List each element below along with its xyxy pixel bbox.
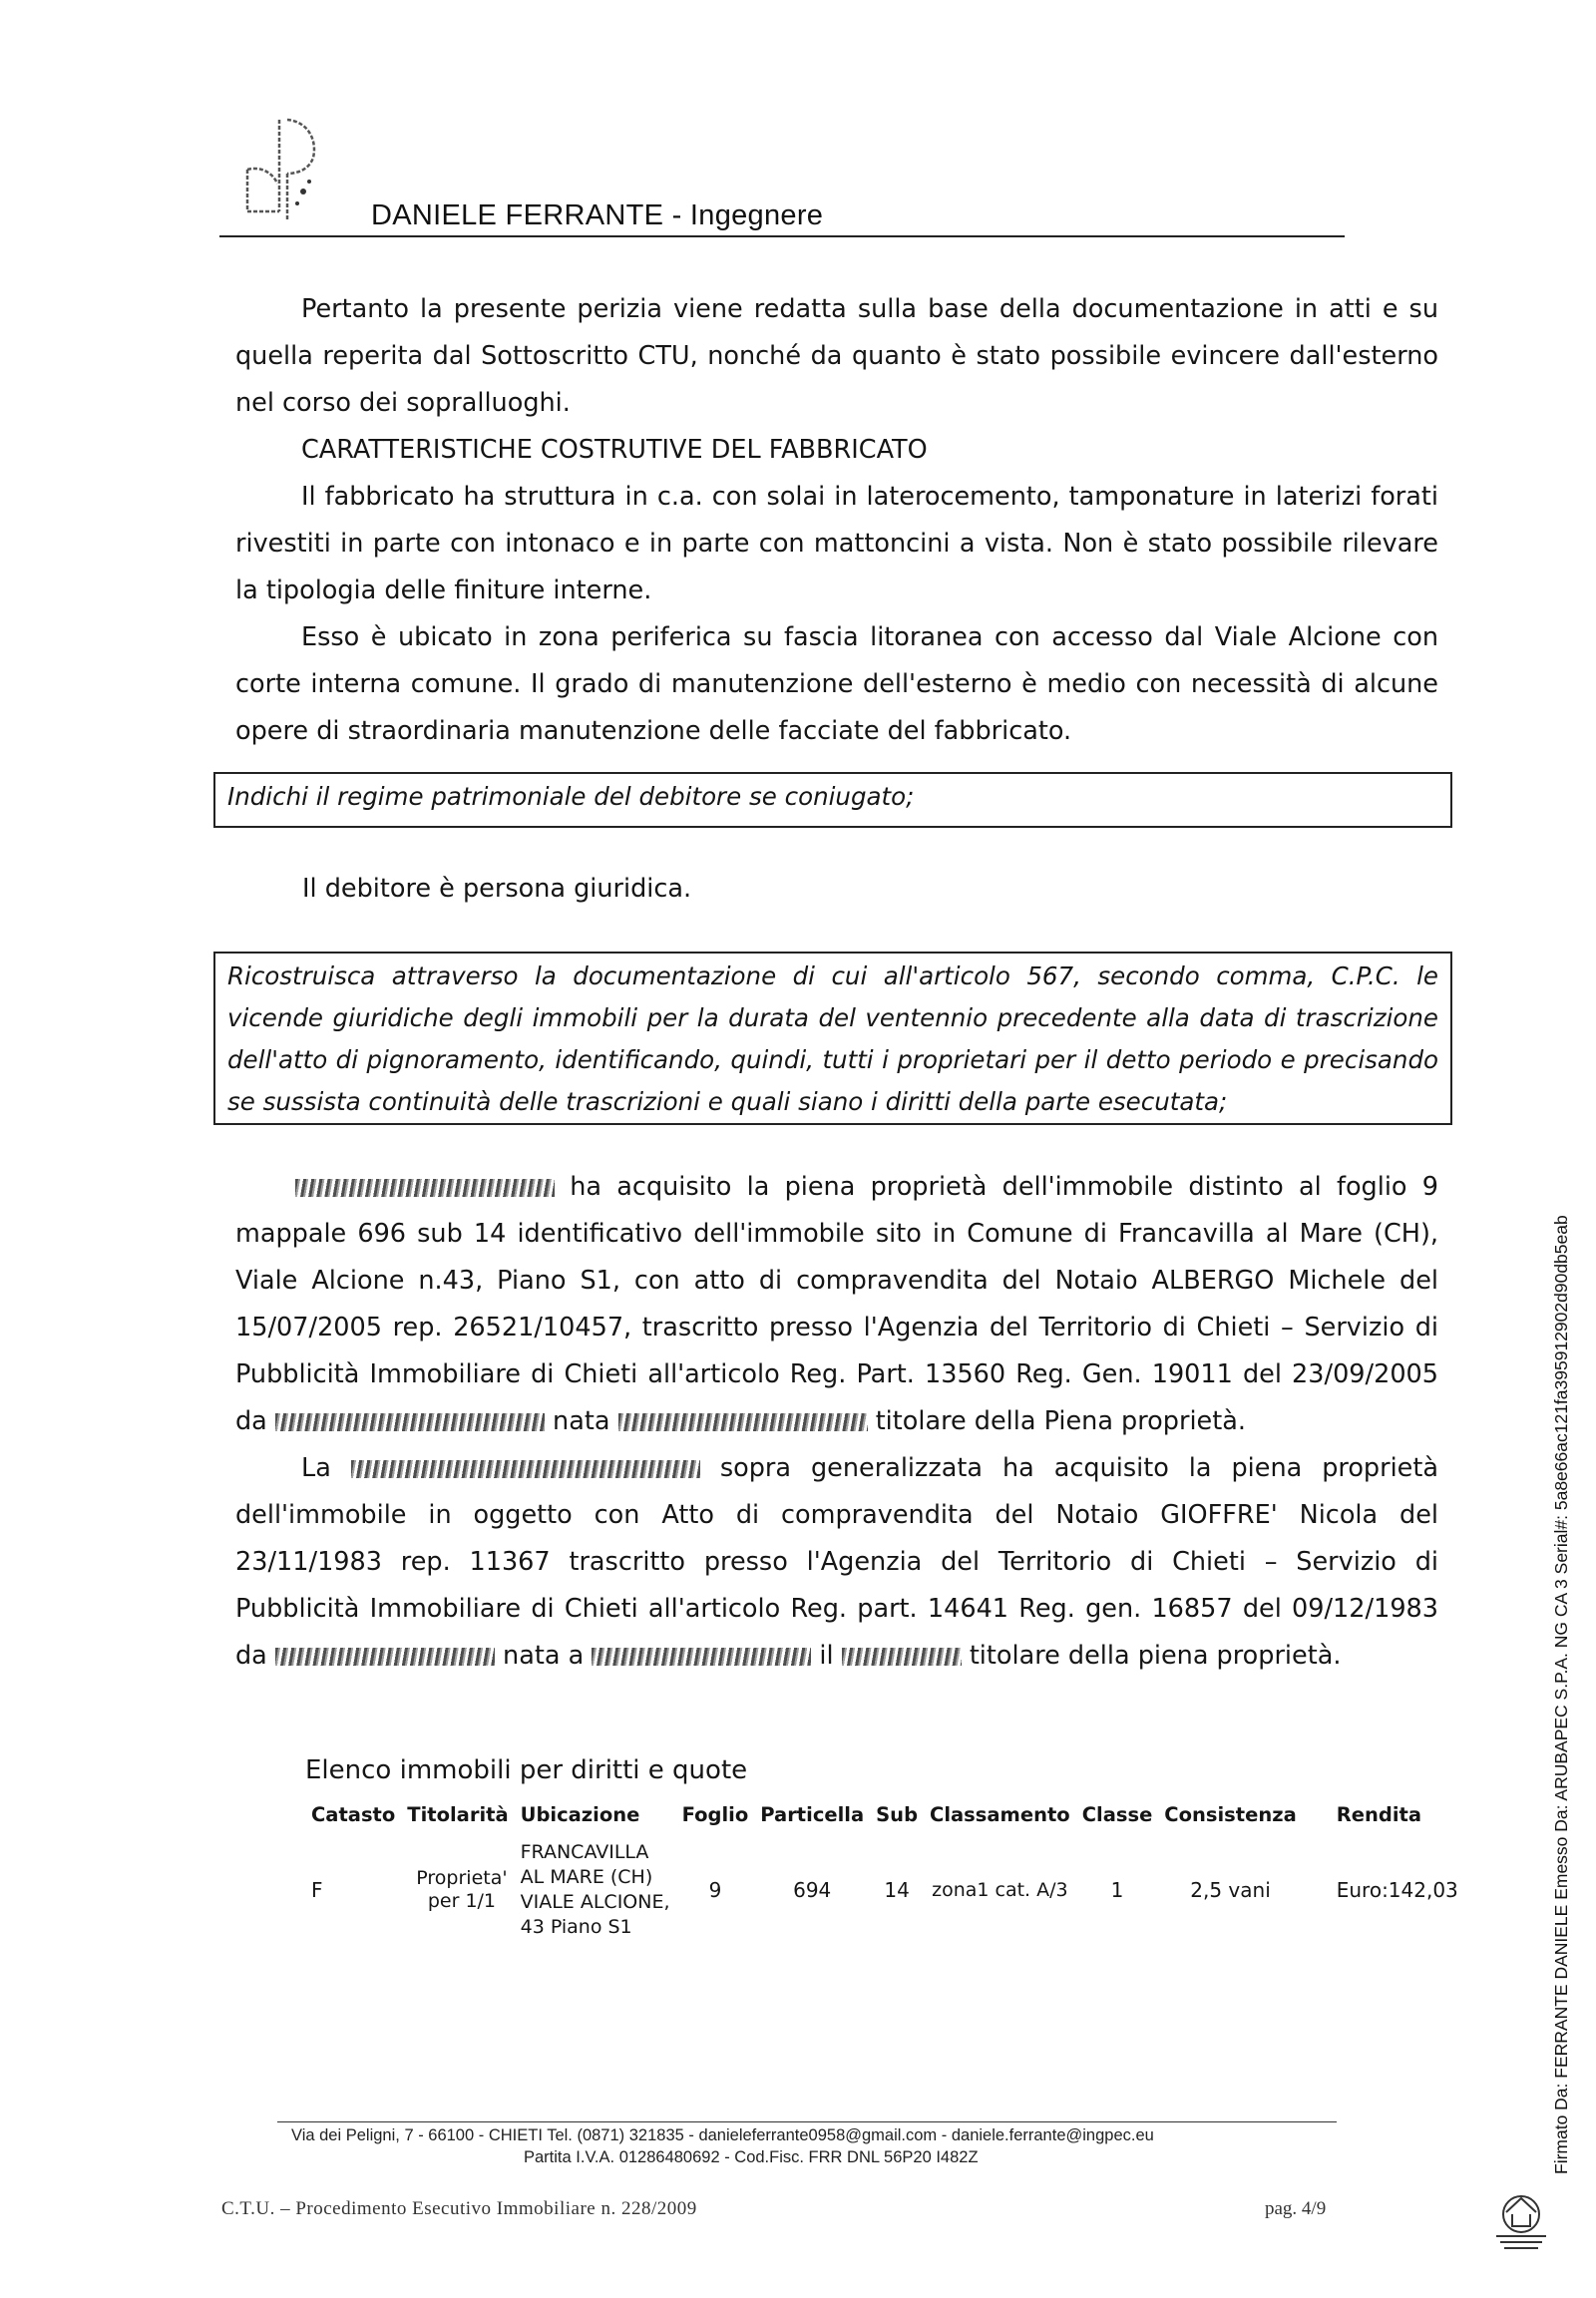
table-header-row: [305, 1795, 1464, 1836]
intro-paragraph-3: Esso è ubicato in zona periferica su fascia litoranea con accesso dal Viale Alcione con corte interna comune. Il grado di manutenzione dell'esterno è medio con necessità di alcune opere di straordinaria manutenzione delle facciate del fabbricato.: [235, 622, 1438, 746]
header-consistenza: Consistenza: [1164, 1803, 1297, 1826]
cell-sub: 14: [884, 1878, 910, 1902]
intro-section: [235, 286, 1438, 755]
footer-procedure: C.T.U. – Procedimento Esecutivo Immobiliare n. 228/2009: [221, 2198, 697, 2219]
cell-classamento: zona1 cat. A/3: [932, 1878, 1068, 1901]
footer-contacts: Via dei Peligni, 7 - 66100 - CHIETI Tel. (0871) 321835 - danieleferrante0958@gmail.com - daniele.ferrante@ingpec.eu: [291, 2126, 1154, 2144]
header-divider: [219, 235, 1345, 237]
header-foglio: Foglio: [681, 1803, 749, 1826]
cell-foglio: 9: [708, 1878, 722, 1902]
redacted-birth-data: [618, 1413, 868, 1431]
intro-paragraph-1: Pertanto la presente perizia viene redatta sulla base della documentazione in atti e su quella reperita dal Sottoscritto CTU, nonché da quanto è stato possibile evincere dall'esterno nel corso dei sopralluoghi.: [235, 294, 1438, 418]
digital-signature-text: Firmato Da: FERRANTE DANIELE Emesso Da: ARUBAPEC S.P.A. NG CA 3 Serial#: 5a8e66ac121fa395912902d90db5eab: [1551, 1215, 1571, 2174]
history-paragraph-1: ha acquisito la piena proprietà dell'immobile distinto al foglio 9 mappale 696 sub 14 identificativo dell'immobile sito in Comune di Francavilla al Mare (CH), Viale Alcione n.43, Piano S1, con atto di compravendita del Notaio ALBERGO Michele del 15/07/2005 rep. 26521/10457, trascritto presso l'Agenzia del Territorio di Chieti – Servizio di Pubblicità Immobiliare di Chieti all'articolo Reg. Part. 13560 Reg. Gen. 19011 del 23/09/2005 da nata titolare della Piena proprietà.: [235, 1172, 1438, 1436]
question-1-text: Indichi il regime patrimoniale del debitore se coniugato;: [227, 782, 915, 811]
redacted-birth-date: [842, 1648, 962, 1666]
cell-classe: 1: [1110, 1878, 1124, 1902]
cell-catasto: F: [311, 1878, 323, 1902]
cell-ubicazione: FRANCAVILLA AL MARE (CH) VIALE ALCIONE, 43 Piano S1: [520, 1841, 670, 1938]
header-sub: Sub: [876, 1803, 919, 1826]
header-ubicazione: Ubicazione: [520, 1803, 640, 1826]
header-titolarita: Titolarità: [407, 1803, 509, 1826]
footer-divider: [277, 2121, 1337, 2122]
header-rendita: Rendita: [1336, 1803, 1421, 1826]
cell-particella: 694: [793, 1878, 832, 1902]
redacted-name: [275, 1648, 495, 1666]
question-2-text: Ricostruisca attraverso la documentazione di cui all'articolo 567, secondo comma, C.P.C. le vicende giuridiche degli immobili per la durata del ventennio precedente alla data di trascrizione dell'atto di pignoramento, identificando, quindi, tutti i proprietari per il detto periodo e precisando se sussista continuità delle trascrizioni e quali siano i diritti della parte esecutata;: [227, 961, 1438, 1116]
table-row: [305, 1836, 1464, 1944]
question-box-2: [213, 952, 1452, 1125]
history-section: [235, 1164, 1438, 1680]
header-particella: Particella: [760, 1803, 865, 1826]
question-box-1: [213, 772, 1452, 828]
intro-paragraph-2: Il fabbricato ha struttura in c.a. con solai in laterocemento, tamponature in laterizi forati rivestiti in parte con intonaco e in parte con mattoncini a vista. Non è stato possibile rilevare la tipologia delle finiture interne.: [235, 482, 1438, 605]
header-title: DANIELE FERRANTE - Ingegnere: [371, 199, 824, 231]
footer-fiscal-info: Partita I.V.A. 01286480692 - Cod.Fisc. FRR DNL 56P20 I482Z: [524, 2148, 979, 2166]
property-table: [305, 1795, 1464, 1944]
redacted-name: [295, 1179, 555, 1197]
header-classamento: Classamento: [930, 1803, 1070, 1826]
history-paragraph-2: La sopra generalizzata ha acquisito la piena proprietà dell'immobile in oggetto con Atto di compravendita del Notaio GIOFFRE' Nicola del 23/11/1983 rep. 11367 trascritto presso l'Agenzia del Territorio di Chieti – Servizio di Pubblicità Immobiliare di Chieti all'articolo Reg. part. 14641 Reg. gen. 16857 del 09/12/1983 da nata a il titolare della piena proprietà.: [235, 1453, 1438, 1671]
redacted-birthplace: [592, 1648, 811, 1666]
header-catasto: Catasto: [311, 1803, 396, 1826]
cell-rendita: Euro:142,03: [1336, 1878, 1458, 1902]
redacted-name: [351, 1460, 700, 1478]
logo-icon: [239, 112, 339, 227]
section-heading: CARATTERISTICHE COSTRUTIVE DEL FABBRICATO: [301, 435, 928, 465]
header-classe: Classe: [1081, 1803, 1153, 1826]
answer-1: Il debitore è persona giuridica.: [302, 874, 692, 904]
redacted-name: [275, 1413, 545, 1431]
table-caption: Elenco immobili per diritti e quote: [305, 1755, 748, 1785]
seal-icon: [1486, 2184, 1556, 2254]
page-number: pag. 4/9: [1265, 2198, 1327, 2219]
cell-consistenza: 2,5 vani: [1190, 1878, 1271, 1902]
cell-titolarita: Proprieta' per 1/1: [416, 1867, 508, 1912]
